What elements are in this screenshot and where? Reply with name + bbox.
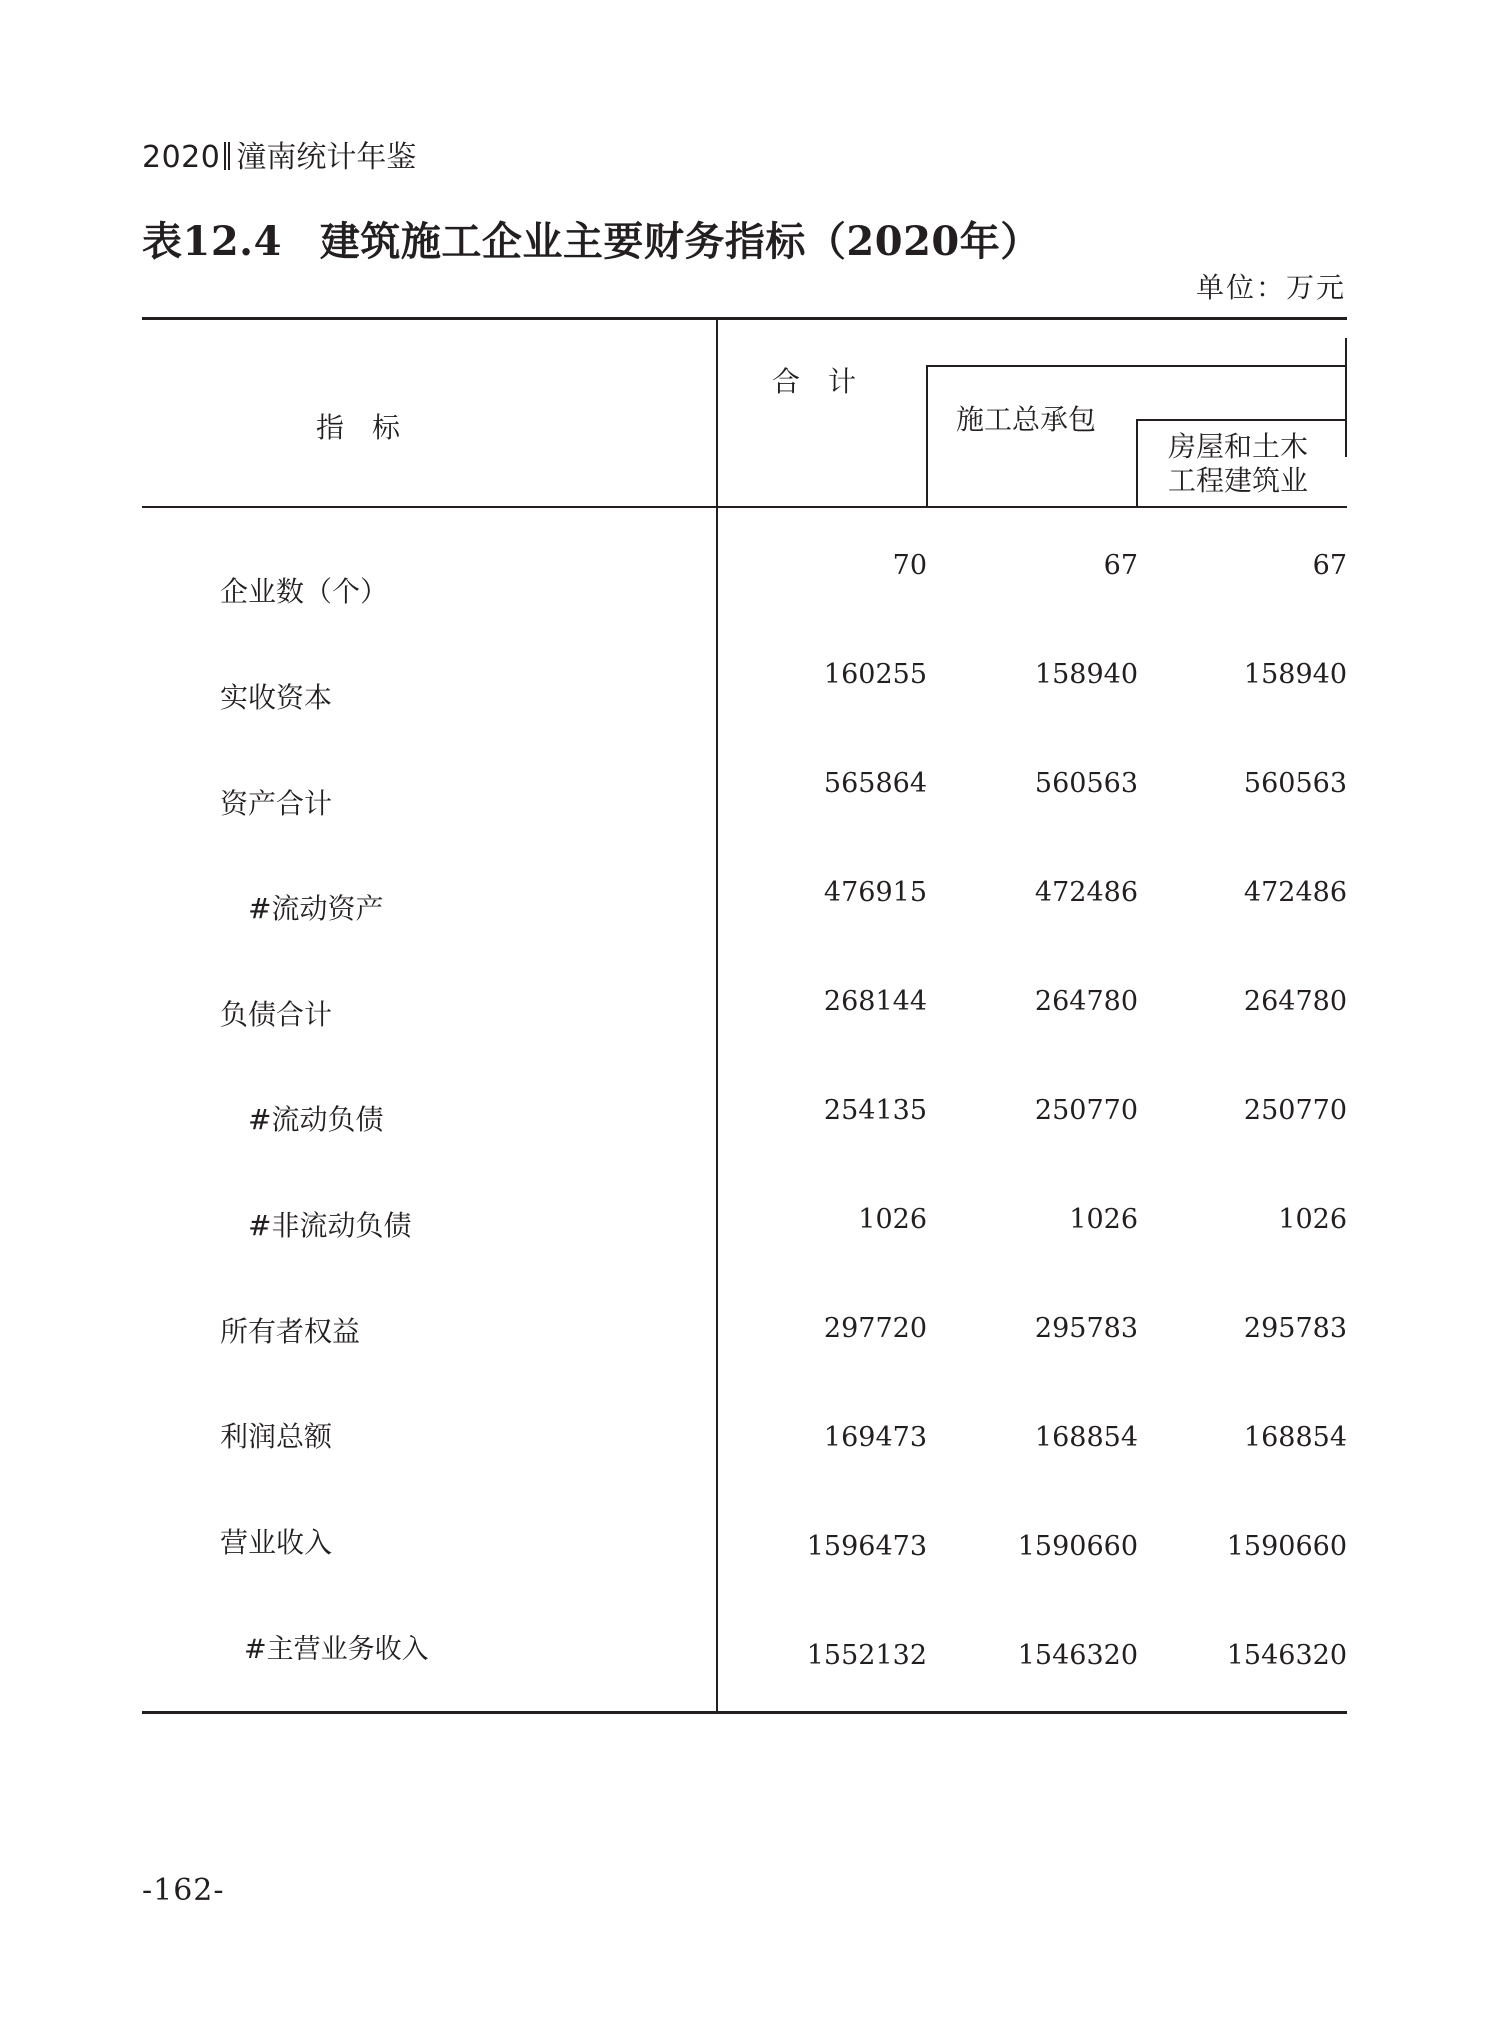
header-total: 合 计: [772, 365, 857, 398]
table-top-rule: [142, 317, 1347, 320]
row-label: #非流动负债: [248, 1209, 412, 1242]
row-label: 营业收入: [220, 1526, 333, 1559]
header-subsubgroup-rule: [1136, 419, 1347, 421]
cell-housing: 158940: [1243, 659, 1347, 690]
row-label: 实收资本: [220, 681, 333, 714]
cell-general: 1026: [1069, 1204, 1138, 1235]
page-number: -162-: [142, 1873, 225, 1908]
cell-total: 70: [892, 550, 927, 581]
cell-total: 268144: [823, 986, 927, 1017]
header-housing-line2: 工程建筑业: [1168, 464, 1309, 497]
cell-general: 168854: [1034, 1422, 1138, 1453]
running-head-book-title: 潼南统计年鉴: [236, 140, 417, 175]
cell-housing: 295783: [1243, 1313, 1347, 1344]
cell-general: 264780: [1034, 986, 1138, 1017]
running-head: [142, 142, 416, 173]
cell-housing: 264780: [1243, 986, 1347, 1017]
header-general-contracting: 施工总承包: [956, 403, 1097, 436]
cell-housing: 472486: [1243, 877, 1347, 908]
cell-housing: 1546320: [1226, 1640, 1347, 1671]
table-bottom-rule: [142, 1711, 1347, 1714]
cell-housing: 250770: [1243, 1095, 1347, 1126]
cell-general: 472486: [1034, 877, 1138, 908]
cell-total: 1026: [858, 1204, 927, 1235]
cell-total: 1552132: [806, 1640, 927, 1671]
cell-housing: 67: [1312, 550, 1347, 581]
cell-total: 476915: [823, 877, 927, 908]
row-label: 负债合计: [220, 998, 333, 1031]
cell-general: 1546320: [1017, 1640, 1138, 1671]
header-housing-civil: [1168, 430, 1308, 498]
row-label: 利润总额: [220, 1420, 333, 1453]
header-right-edge: [1345, 338, 1347, 457]
cell-general: 295783: [1034, 1313, 1138, 1344]
row-label: #流动负债: [248, 1103, 384, 1136]
row-label: #主营业务收入: [244, 1634, 429, 1665]
table-number: 表12.4: [142, 218, 282, 265]
table-stub-divider: [716, 318, 718, 1713]
cell-general: 1590660: [1017, 1531, 1138, 1562]
cell-general: 158940: [1034, 659, 1138, 690]
cell-total: 160255: [823, 659, 927, 690]
cell-housing: 168854: [1243, 1422, 1347, 1453]
cell-housing: 560563: [1243, 768, 1347, 799]
double-bar-divider: [224, 142, 230, 170]
cell-total: 565864: [823, 768, 927, 799]
header-subgroup-divider: [926, 365, 928, 507]
cell-general: 560563: [1034, 768, 1138, 799]
table-title: [142, 218, 1041, 265]
header-subsubgroup-divider: [1136, 419, 1138, 507]
header-housing-line1: 房屋和土木: [1168, 430, 1309, 463]
cell-total: 169473: [823, 1422, 927, 1453]
cell-general: 250770: [1034, 1095, 1138, 1126]
row-label: 资产合计: [220, 787, 333, 820]
cell-total: 254135: [823, 1095, 927, 1126]
cell-housing: 1026: [1278, 1204, 1347, 1235]
row-label: #流动资产: [248, 892, 384, 925]
running-head-year: 2020: [142, 140, 221, 175]
table-title-text: 建筑施工企业主要财务指标（2020年）: [319, 218, 1041, 265]
cell-housing: 1590660: [1226, 1531, 1347, 1562]
header-subgroup-rule: [926, 365, 1347, 367]
cell-total: 297720: [823, 1313, 927, 1344]
row-label: 所有者权益: [220, 1315, 361, 1348]
header-indicator: 指 标: [316, 411, 401, 444]
unit-label: 单位：万元: [1195, 271, 1346, 304]
table-header-rule: [142, 506, 1347, 508]
row-label: 企业数（个）: [220, 575, 389, 608]
cell-general: 67: [1103, 550, 1138, 581]
cell-total: 1596473: [806, 1531, 927, 1562]
